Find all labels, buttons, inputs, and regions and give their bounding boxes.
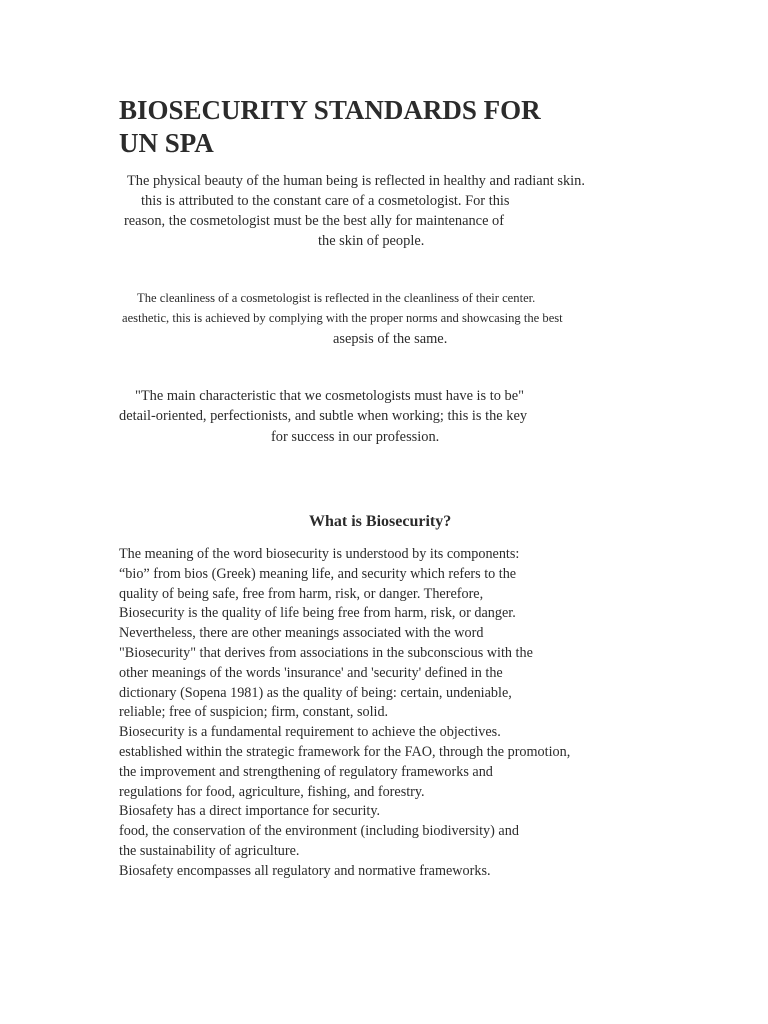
body-line: established within the strategic framework for the FAO, through the promotion, xyxy=(119,743,571,760)
body-line: Biosafety has a direct importance for security. xyxy=(119,803,381,820)
cleanliness-line: The cleanliness of a cosmetologist is reflected in the cleanliness of their center. xyxy=(137,291,536,305)
cleanliness-line: aesthetic, this is achieved by complying with the proper norms and showcasing the best xyxy=(122,311,563,325)
body-line: “bio” from bios (Greek) meaning life, and security which refers to the xyxy=(119,565,517,582)
intro-line: the skin of people. xyxy=(318,233,425,249)
body-line: other meanings of the words 'insurance' and 'security' defined in the xyxy=(119,664,503,681)
body-line: regulations for food, agriculture, fishing, and forestry. xyxy=(119,783,425,800)
body-line: reliable; free of suspicion; firm, constant, solid. xyxy=(119,704,389,721)
body-line: Biosafety encompasses all regulatory and normative frameworks. xyxy=(119,862,491,879)
page-title xyxy=(119,94,619,160)
title-line: BIOSECURITY STANDARDS FOR xyxy=(119,95,541,125)
quote-line: detail-oriented, perfectionists, and subtle when working; this is the key xyxy=(119,408,528,424)
body-line: dictionary (Sopena 1981) as the quality of being: certain, undeniable, xyxy=(119,684,512,701)
body-line: Nevertheless, there are other meanings associated with the word xyxy=(119,625,484,642)
intro-line: The physical beauty of the human being is reflected in healthy and radiant skin. xyxy=(127,173,585,189)
section-body xyxy=(119,545,679,882)
body-line: "Biosecurity" that derives from associations in the subconscious with the xyxy=(119,644,533,661)
intro-line: this is attributed to the constant care of a cosmetologist. For this xyxy=(141,193,510,209)
section-heading: What is Biosecurity? xyxy=(309,513,452,530)
intro-line: reason, the cosmetologist must be the best ally for maintenance of xyxy=(124,213,505,229)
quote-line: "The main characteristic that we cosmetologists must have is to be" xyxy=(135,388,524,404)
body-line: Biosecurity is the quality of life being free from harm, risk, or danger. xyxy=(119,605,516,622)
body-line: The meaning of the word biosecurity is understood by its components: xyxy=(119,546,520,562)
body-line: quality of being safe, free from harm, risk, or danger. Therefore, xyxy=(119,585,484,602)
body-line: the improvement and strengthening of regulatory frameworks and xyxy=(119,763,493,780)
body-line: the sustainability of agriculture. xyxy=(119,842,300,859)
cleanliness-line: asepsis of the same. xyxy=(333,331,448,347)
body-line: food, the conservation of the environment (including biodiversity) and xyxy=(119,823,519,840)
body-line: Biosecurity is a fundamental requirement to achieve the objectives. xyxy=(119,724,501,741)
title-line: UN SPA xyxy=(119,128,214,158)
quote-line: for success in our profession. xyxy=(271,429,440,445)
